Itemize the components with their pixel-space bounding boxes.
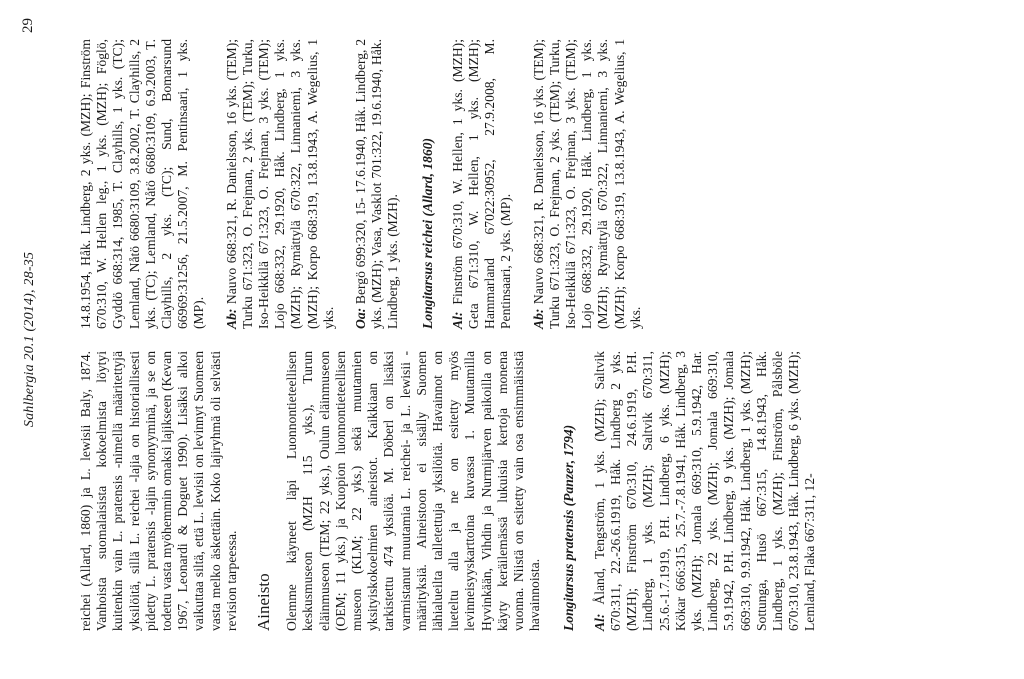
record-oa-pratensis (353, 39, 402, 329)
record-text: Bergö 699:320, 15- 17.6.1940, Håk. Lindberg, 2 yks. (MZH); Vasa, Vasklot 701:322, 19.6.1940, Håk. Lindberg, 1 yks. (MZH). (353, 39, 401, 329)
right-column (78, 39, 644, 329)
materials-paragraph: Olemme käyneet läpi Luonnontieteellisen keskusmuseon (MZH 115 yks.), Turun eläinmuseon (TEM; 22 yks.), Oulun eläinmuseon (OEM; 11 yks.) ja Kuopion luonnontieteellisen museon (KLM; 22 yks.) sekä muutamien yksityiskokoelmien aineistot. Kaikkiaan on tarkistettu 474 yksilöä. M. Döberl on lisäksi varmistanut muutamia L. reichei- ja L. lewisii -määrityksiä. Aineistoon ei sisälly Suomen lähialueilta talletettuja yksilöitä. Havainnot on lueteltu alla ja ne on esitetty myös levinneisyyskarttoina kuvassa 1. Muutamilla Hyvinkään, Vihdin ja Nurmijärven paikoilla on käyty keräilemässä lukuisia kertoja monena vuonna. Niistä on esitetty vain osa ensimmäisistä havainnoista. (284, 351, 543, 631)
record-al-reichei (450, 39, 515, 329)
species-title-reichei: Longitarsus reichei (Allard, 1860) (419, 137, 435, 329)
region-label-al: Al: (449, 311, 465, 329)
record-ab-reichei (531, 39, 644, 329)
record-al-pratensis (592, 351, 819, 631)
record-text: Finström 670:310, W. Hellen, 1 yks. (MZH); Geta 671:310, W. Hellen, 1 yks. (MZH); Hammarland 67022:30952, 27.9.2008, M. Pentinsaari, 2 yks. (MP). (449, 39, 514, 329)
record-ab-pratensis (224, 39, 337, 329)
page-header (0, 0, 50, 679)
region-label-ab: Ab: (223, 308, 239, 329)
region-label-al: Al: (591, 613, 607, 631)
left-column (78, 351, 819, 631)
intro-paragraph: reichei (Allard, 1860) ja L. lewisii Baly, 1874. Vanhoista suomalaisista kokoelmista löytyi kuitenkin vain L. pratensis -nimellä määritettyjä yksilöitä, sillä L. reichei -lajia on historiallisesti pidetty L. pratensis -lajin synonyyminä, ja se on todettu vasta myöhemmin omaksi lajikseen (Kevan 1967, Leonardi & Doguet 1990). Lisäksi alkoi vaikuttaa siltä, että L. lewisii on levinnyt Suomeen vasta melko äskettäin. Koko lajiryhmä oli selvästi revision tarpeessa. (78, 351, 239, 631)
section-heading-aineisto: Aineisto (254, 573, 274, 631)
record-text: Nauvo 668:321, R. Danielsson, 16 yks. (TEM); Turku 671:323, O. Frejman, 2 yks. (TEM); Turku, Iso-Heikkilä 671:323, O. Frejman, 3 yks. (TEM); Lojo 668:332, 29.1920, Håk. Lindberg, 1 yks. (MZH); Rymättylä 670:322, Linnaniemi, 3 yks. (MZH); Korpo 668:319, 13.8.1943, A. Wegelius, 1 yks. (530, 38, 643, 329)
page-number: 29 (20, 18, 36, 33)
record-text: Åland, Tengström, 1 yks. (MZH); Saltvik 670:311, 22.-26.6.1919, Håk. Lindberg 2 yks. (MZH); Finström 670:310, 24.6.1919, P.H. Lindberg, 1 yks. (MZH); Saltvik 670:311, 25.6.-1.7.1919, P.H. Lindberg, 6 yks. (MZH); Kökar 666:315, 25.7.-7.8.1941, Håk. Lindberg, 3 yks. (MZH); Jomala 669:310, 5.9.1942, Har. Lindberg, 22 yks. (MZH); Jomala 669:310, 5.9.1942, P.H. Lindberg, 9 yks. (MZH); Jomala 669:310, 9.9.1942, Håk. Lindberg, 1 yks. (MZH); Sottunga, Husö 667:315, 14.8.1943, Håk. Lindberg, 1 yks. (MZH); Finström, Pålsböle 670:310, 23.8.1943, Håk. Lindberg, 6 yks. (MZH); Lemland, Flaka 667:311, 12- (591, 351, 818, 631)
region-label-oa: Oa: (353, 307, 369, 329)
record-al-continued: 14.8.1954, Håk. Lindberg, 2 yks. (MZH); Finström 670:310, W. Hellen leg., 1 yks. (MZH); Föglö, Gyddö 668:314, 1985, T. Clayhills, 1 yks. (TC); Lemland, Nåtö 6680:3109, 3.8.2002, T. Clayhills, 2 yks. (TC); Lemland, Nåtö 6680:3109, 6.9.2003, T. Clayhills, 2 yks. (TC); Sund, Bomarsund 66969:31256, 21.5.2007, M. Pentinsaari, 1 yks. (MP). (78, 39, 207, 329)
region-label-ab: Ab: (530, 308, 546, 329)
species-title-pratensis: Longitarsus pratensis (Panzer, 1794) (561, 424, 577, 631)
running-head: Sahlbergia 20.1 (2014), 28-35 (22, 251, 37, 428)
record-text: Nauvo 668:321, R. Danielsson, 16 yks. (TEM); Turku 671:323, O. Frejman, 2 yks. (TEM); Turku, Iso-Heikkilä 671:323, O. Frejman, 3 yks. (TEM); Lojo 668:332, 29.1920, Håk. Lindberg, 1 yks. (MZH); Rymättylä 670:322, Linnaniemi, 3 yks. (MZH); Korpo 668:319, 13.8.1943, A. Wegelius, 1 yks. (223, 38, 336, 329)
